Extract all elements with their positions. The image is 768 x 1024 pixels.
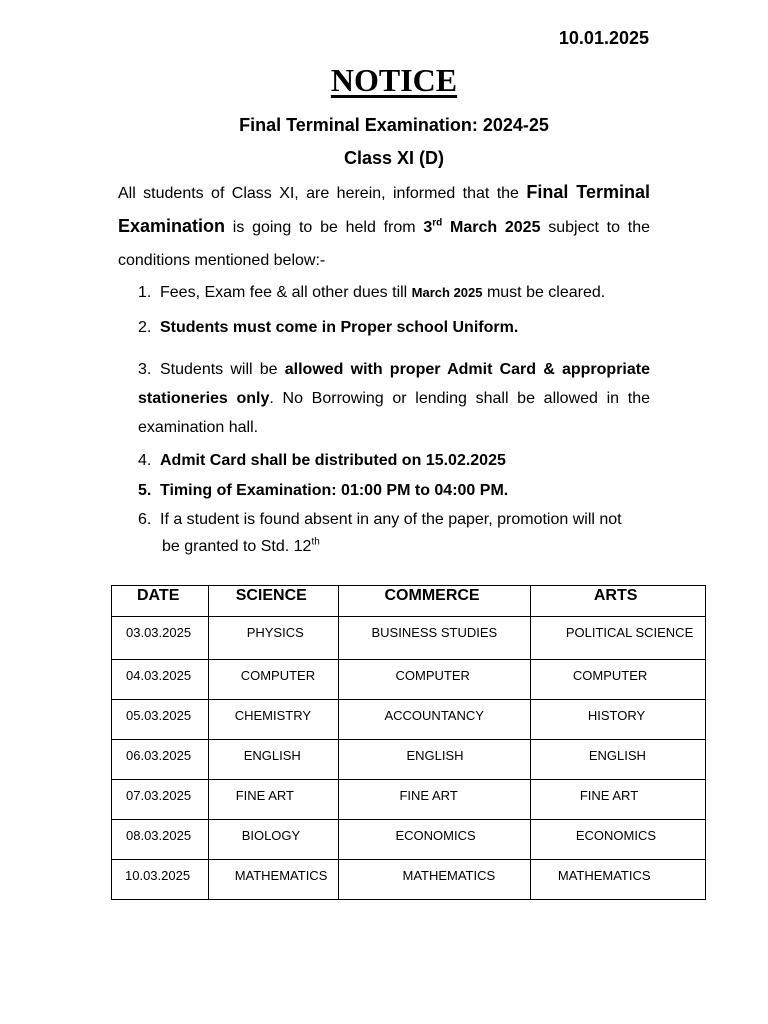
- condition-text: Students will be: [160, 361, 285, 378]
- date-cell: 06.03.2025: [112, 740, 209, 780]
- date-cell: 04.03.2025: [112, 660, 209, 700]
- table-row: [112, 780, 706, 820]
- condition-text: must be cleared.: [482, 284, 606, 301]
- exam-schedule-table: [111, 585, 706, 900]
- date-cell: 08.03.2025: [112, 820, 209, 860]
- commerce-cell: BUSINESS STUDIES: [339, 617, 530, 660]
- condition-item: [138, 284, 605, 302]
- header-science: SCIENCE: [208, 586, 339, 617]
- date-cell: 10.03.2025: [112, 860, 209, 900]
- intro-paragraph: [118, 176, 650, 277]
- condition-bold-text: Timing of Examination: 01:00 PM to 04:00 PM.: [160, 482, 509, 499]
- science-cell: ENGLISH: [208, 740, 339, 780]
- commerce-cell: ACCOUNTANCY: [339, 700, 530, 740]
- condition-text: Fees, Exam fee & all other dues till: [160, 284, 412, 301]
- intro-text-1: All students of Class XI, are herein, informed that the: [118, 185, 527, 202]
- date-cell: 07.03.2025: [112, 780, 209, 820]
- condition-bold-text: Admit Card shall be distributed on 15.02.2025: [160, 452, 506, 469]
- arts-cell: FINE ART: [530, 780, 705, 820]
- class-name: Class XI (D): [343, 148, 445, 168]
- header-arts: ARTS: [530, 586, 705, 617]
- science-cell: MATHEMATICS: [208, 860, 339, 900]
- notice-date: 10.01.2025: [558, 28, 649, 48]
- header-date: DATE: [112, 586, 209, 617]
- table-row: [112, 740, 706, 780]
- condition-text-line2: [138, 538, 622, 556]
- intro-text-2: is going to be held from: [225, 219, 424, 236]
- condition-item: [138, 482, 508, 500]
- condition-bold-text: Students must come in Proper school Uniform.: [160, 319, 519, 336]
- condition-text: . No Borrowing or lending shall be allowed in the examination hall.: [138, 390, 650, 436]
- condition-bold-text: March 2025: [411, 285, 483, 300]
- science-cell: BIOLOGY: [208, 820, 339, 860]
- science-cell: PHYSICS: [208, 617, 339, 660]
- science-cell: FINE ART: [208, 780, 339, 820]
- intro-text-3: subject to the conditions mentioned below:-: [118, 219, 651, 269]
- table-header-row: [112, 586, 706, 617]
- arts-cell: ENGLISH: [530, 740, 705, 780]
- condition-item: [138, 355, 650, 442]
- date-cell: 03.03.2025: [112, 617, 209, 660]
- exam-name: Final Terminal Examination: [118, 182, 650, 236]
- start-month-year: March 2025: [442, 219, 541, 236]
- arts-cell: POLITICAL SCIENCE: [530, 617, 705, 660]
- table-row: [112, 700, 706, 740]
- arts-cell: COMPUTER: [530, 660, 705, 700]
- commerce-cell: FINE ART: [339, 780, 530, 820]
- table-row: [112, 660, 706, 700]
- commerce-cell: COMPUTER: [339, 660, 530, 700]
- start-day: 3: [423, 219, 433, 236]
- condition-number: 1.: [138, 284, 152, 301]
- condition-number: 4.: [138, 452, 152, 469]
- science-cell: CHEMISTRY: [208, 700, 339, 740]
- condition-superscript: th: [311, 536, 320, 548]
- exam-subtitle: Final Terminal Examination: 2024-25: [239, 115, 549, 135]
- condition-number: 2.: [138, 319, 152, 336]
- start-day-suffix: rd: [432, 217, 443, 229]
- header-commerce: COMMERCE: [339, 586, 530, 617]
- condition-text: If a student is found absent in any of the paper, promotion will not: [160, 511, 622, 528]
- date-cell: 05.03.2025: [112, 700, 209, 740]
- condition-number: 3.: [138, 361, 152, 378]
- condition-text: be granted to Std. 12: [162, 538, 312, 555]
- commerce-cell: MATHEMATICS: [339, 860, 530, 900]
- commerce-cell: ENGLISH: [339, 740, 530, 780]
- table-row: [112, 820, 706, 860]
- science-cell: COMPUTER: [208, 660, 339, 700]
- condition-bold-text: allowed with proper Admit Card & appropriate stationeries only: [138, 361, 650, 407]
- commerce-cell: ECONOMICS: [339, 820, 530, 860]
- page-title: NOTICE: [330, 62, 458, 98]
- condition-item: [138, 511, 622, 556]
- condition-item: [138, 319, 518, 337]
- condition-item: [138, 452, 506, 470]
- arts-cell: HISTORY: [530, 700, 705, 740]
- table-row: [112, 617, 706, 660]
- table-row: [112, 860, 706, 900]
- condition-number: 5.: [138, 482, 152, 499]
- condition-number: 6.: [138, 511, 152, 528]
- arts-cell: MATHEMATICS: [530, 860, 705, 900]
- arts-cell: ECONOMICS: [530, 820, 705, 860]
